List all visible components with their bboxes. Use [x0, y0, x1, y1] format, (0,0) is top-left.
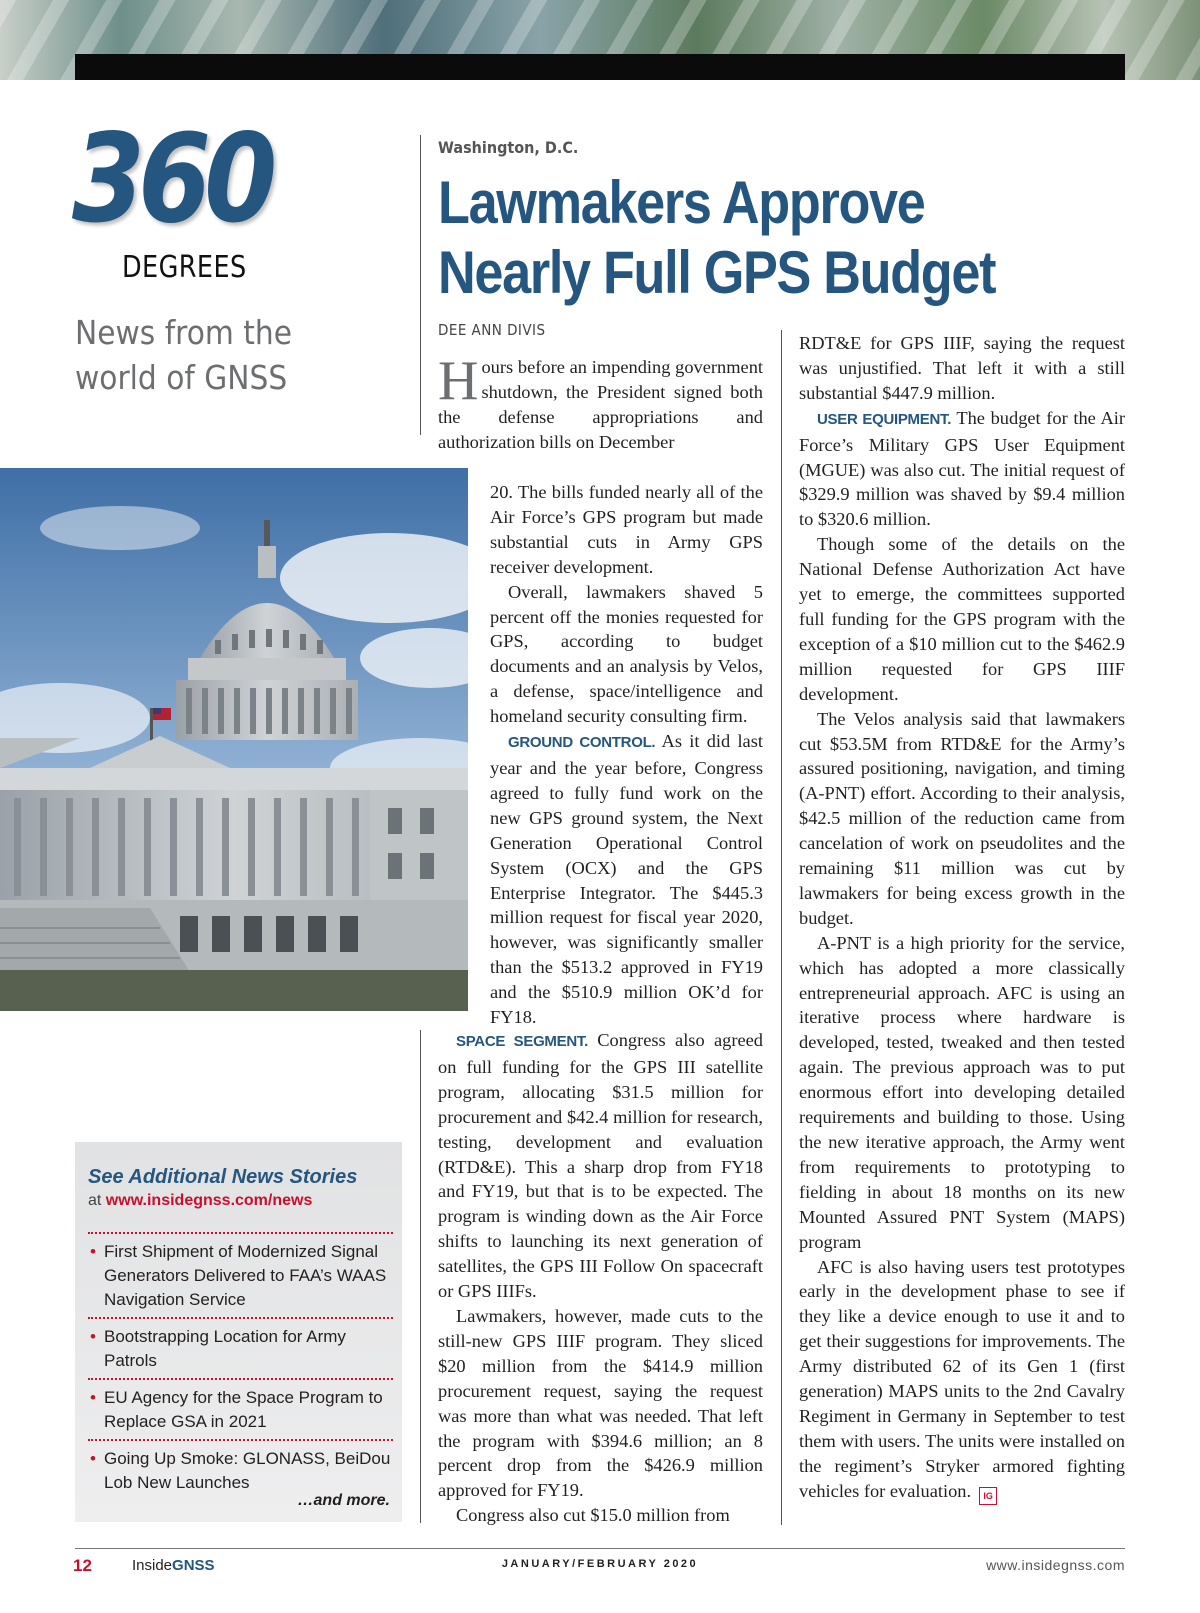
- sidebar-url-link[interactable]: www.insidegnss.com/news: [105, 1192, 313, 1209]
- drop-cap: H: [438, 350, 479, 412]
- sidebar-story-list: [88, 1232, 393, 1500]
- publication-name: InsideGNSS: [132, 1557, 215, 1574]
- section-head-ground-control: GROUND CONTROL.: [508, 734, 656, 752]
- article-column-1-wrap: [490, 480, 763, 1030]
- article-headline: Lawmakers Approve Nearly Full GPS Budget: [438, 169, 996, 306]
- section-head-user-equipment: USER EQUIPMENT.: [817, 410, 952, 428]
- column-rule-header: [420, 135, 421, 435]
- bullet-icon: •: [90, 1388, 96, 1407]
- sidebar-story-item[interactable]: • Going Up Smoke: GLONASS, BeiDou Lob New Launches: [88, 1439, 393, 1500]
- top-banner-bar: [75, 54, 1125, 80]
- article-column-2: [799, 331, 1125, 1505]
- article-paragraph-cut15: Congress also cut $15.0 million from: [456, 1505, 730, 1526]
- news-sidebar: [75, 1142, 402, 1522]
- article-column-1-top: [438, 350, 763, 455]
- sidebar-at-line: at www.insidegnss.com/news: [88, 1192, 313, 1209]
- sidebar-more: …and more.: [297, 1492, 390, 1509]
- article-paragraph-cuts: Lawmakers, however, made cuts to the still-new GPS IIIF program. They sliced $20 million from the $414.9 million procurement request, saying the request was more than what was needed. That left the program with $394.6 million; an 8 percent drop from the $426.9 million approved for FY19.: [438, 1305, 763, 1501]
- article-paragraph-lede: [438, 350, 763, 455]
- footer-website: www.insidegnss.com: [986, 1557, 1125, 1573]
- article-paragraph-space: SPACE SEGMENT. Congress also agreed on full funding for the GPS III satellite program, allocating $31.5 million for procurement and $42.4 million for research, testing, development and evaluation (RTD&E). This a sharp drop from FY18 and FY19, but that is to be expected. The program is winding down as the Air Force shifts to launching its next generation of satellites, the GPS III Follow On spacecraft or GPS IIIFs.: [438, 1030, 763, 1302]
- article-paragraph-velos: The Velos analysis said that lawmakers cut $53.5M from RTD&E for the Army’s assured positioning, navigation, and timing (A-PNT) effort. According to their analysis, $42.5 million of the reduction came from cancelation of work on pseudolites and the remaining $11 million was cut by lawmakers for being excess growth in the budget.: [799, 708, 1125, 928]
- bullet-icon: •: [90, 1449, 96, 1468]
- column-rule-lower: [420, 1030, 421, 1523]
- section-logo-label: DEGREES: [122, 250, 247, 285]
- article-paragraph-user: USER EQUIPMENT. The budget for the Air Force’s Military GPS User Equipment (MGUE) was also cut. The initial request of $329.9 million was shaved by $9.4 million to $320.6 million.: [799, 407, 1125, 530]
- article-paragraph-apnt: A-PNT is a high priority for the service, which has adopted a more classically entrepreneurial approach. AFC is using an iterative process where hardware is developed, tested, tweaked and then tested again. The previous approach was to put enormous effort into developing detailed requirements and building to those. Using the new iterative approach, the Army went from requirements to prototyping to fielding in about 18 months on its new Mounted Assured PNT System (MAPS) program: [799, 932, 1125, 1252]
- article-column-1-bottom: [438, 1028, 763, 1528]
- footer-rule: [75, 1548, 1125, 1549]
- article-paragraph-ndaa: Though some of the details on the National Defense Authorization Act have yet to emerge, the committees supported full funding for the GPS program with the exception of a $10 million cut to the $462.9 million requested for GPS IIIF development.: [799, 534, 1125, 704]
- page-number: 12: [73, 1556, 92, 1575]
- article-byline: DEE ANN DIVIS: [438, 321, 546, 339]
- article-paragraph-ground: GROUND CONTROL. As it did last year and the year before, Congress agreed to fully fund work on the new GPS ground system, the Next Generation Operational Control System (OCX) and the GPS Enterprise Integrator. The $445.3 million request for fiscal year 2020, however, was significantly smaller than the $513.2 approved in FY19 and the $510.9 million OK’d for FY18.: [490, 731, 763, 1028]
- sidebar-story-item[interactable]: • First Shipment of Modernized Signal Generators Delivered to FAA’s WAAS Navigation Service: [88, 1232, 393, 1317]
- bullet-icon: •: [90, 1242, 96, 1261]
- capitol-building-photo: [0, 468, 468, 1011]
- article-paragraph-afc: AFC is also having users test prototypes early in the development phase to see if they like a device enough to use it and to get their suggestions for improvements. The Army distributed 62 of its Gen 1 (first generation) MAPS units to the 2nd Cavalry Regiment in Germany in September to test them with users. The units were installed on the regiment’s Stryker armored fighting vehicles for evaluation. IG: [799, 1255, 1125, 1505]
- sidebar-title: See Additional News Stories: [88, 1166, 358, 1188]
- section-head-space-segment: SPACE SEGMENT.: [456, 1033, 588, 1050]
- sidebar-story-item[interactable]: • EU Agency for the Space Program to Replace GSA in 2021: [88, 1378, 393, 1439]
- section-tagline: News from the world of GNSS: [75, 313, 292, 397]
- issue-date: JANUARY/FEBRUARY 2020: [501, 1558, 699, 1570]
- article-dateline: Washington, D.C.: [438, 138, 579, 157]
- section-logo-number: 360: [72, 108, 271, 250]
- end-mark-icon: IG: [979, 1487, 997, 1505]
- article-paragraph-continued: RDT&E for GPS IIIF, saying the request was unjustified. That left it with a still substantial $447.9 million.: [799, 333, 1125, 403]
- lede-text-a: ours before an impending government shutdown, the President signed both the defense appropriations and authorization bills on December: [438, 357, 763, 452]
- sidebar-story-item[interactable]: • Bootstrapping Location for Army Patrols: [88, 1317, 393, 1378]
- bullet-icon: •: [90, 1327, 96, 1346]
- article-paragraph-overall: Overall, lawmakers shaved 5 percent off the monies requested for GPS, according to budget documents and an analysis by Velos, a defense, space/intelligence and homeland security consulting firm.: [490, 581, 763, 727]
- column-rule-center: [781, 330, 782, 1525]
- lede-text-b: 20. The bills funded nearly all of the Air Force’s GPS program but made substantial cuts in Army GPS receiver development.: [490, 482, 763, 577]
